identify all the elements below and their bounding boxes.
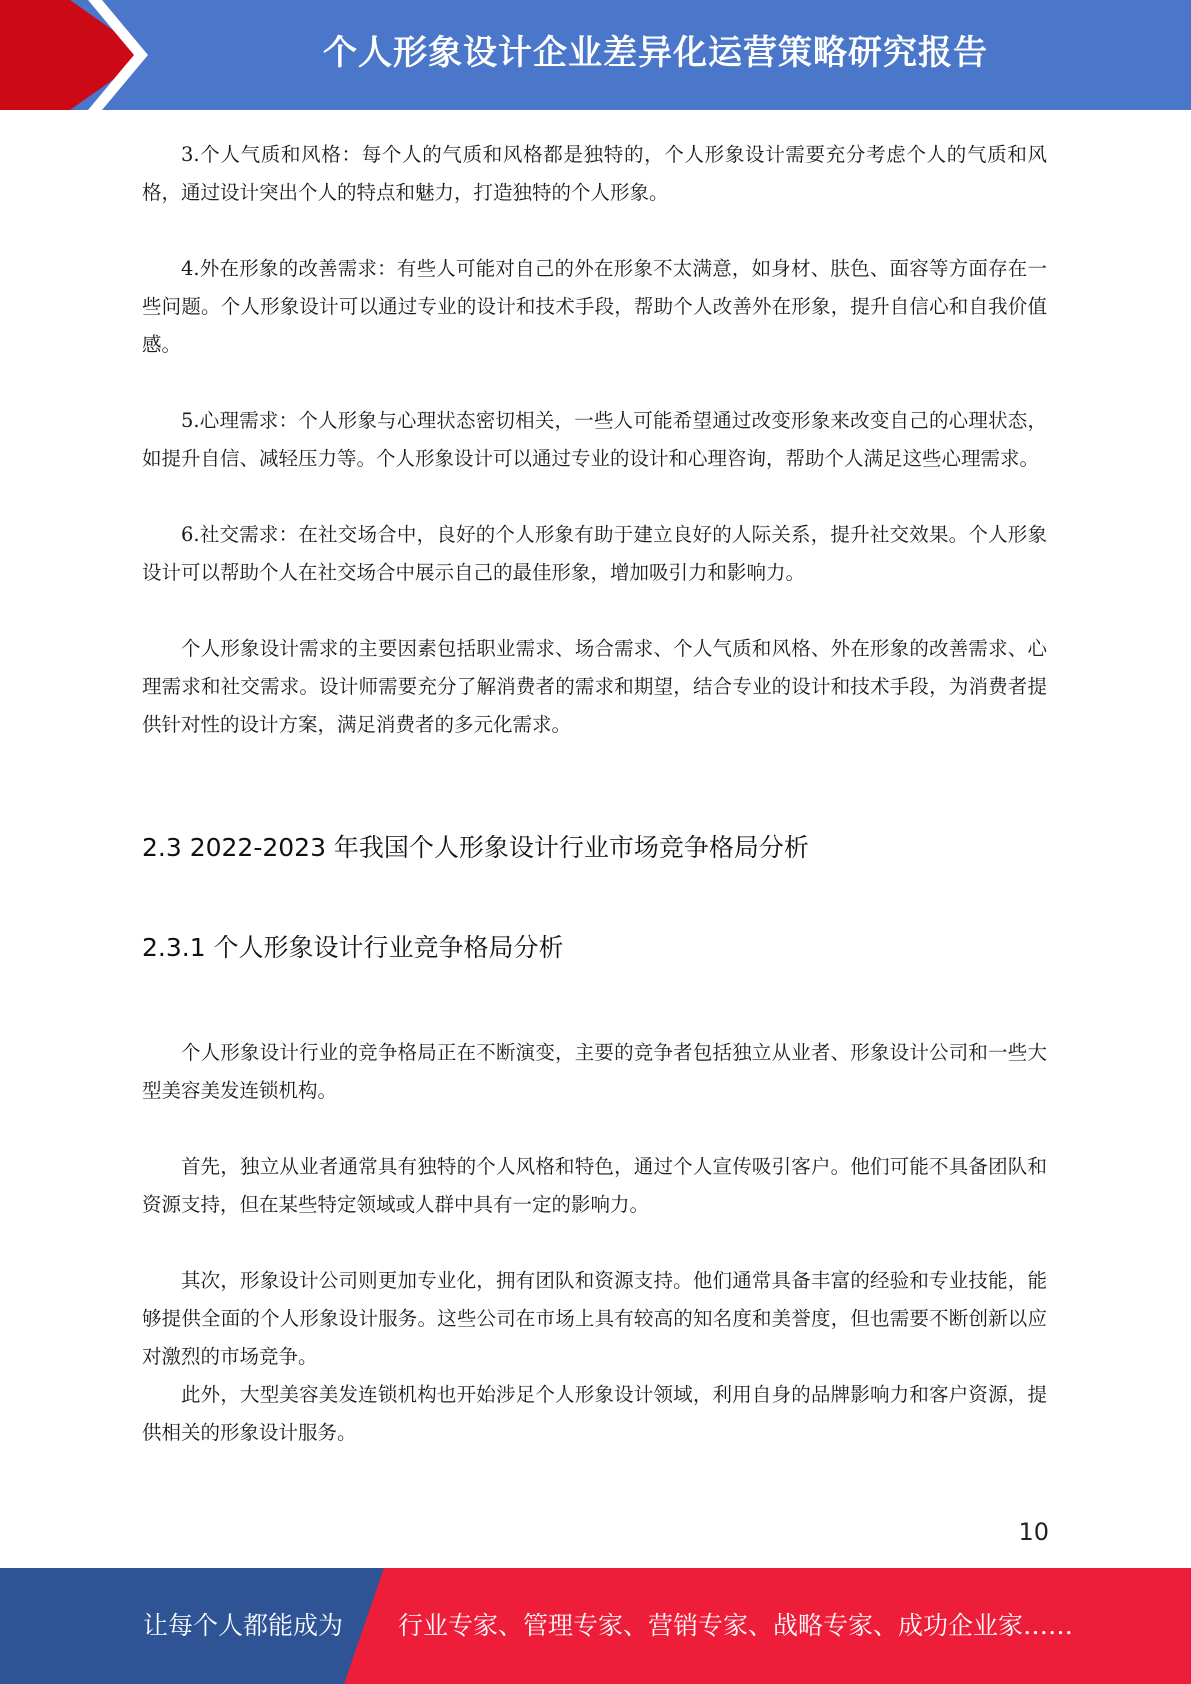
paragraph-independent-practitioners: 首先，独立从业者通常具有独特的个人风格和特色，通过个人宣传吸引客户。他们可能不具备团队和资源支持，但在某些特定领域或人群中具有一定的影响力。 (142, 1155, 1047, 1216)
document-body (142, 136, 1047, 1452)
footer-slogan-right: 行业专家、管理专家、营销专家、战略专家、成功企业家…… (398, 1611, 1074, 1640)
page-footer (0, 1568, 1191, 1684)
paragraph-personal-temperament: 3.个人气质和风格：每个人的气质和风格都是独特的，个人形象设计需要充分考虑个人的气质和风格，通过设计突出个人的特点和魅力，打造独特的个人形象。 (142, 143, 1047, 204)
page-header (0, 0, 1191, 110)
page-number: 10 (1018, 1518, 1049, 1546)
section-heading: 2.3 2022-2023 年我国个人形象设计行业市场竞争格局分析 (142, 833, 809, 862)
header-title: 个人形象设计企业差异化运营策略研究报告 (323, 33, 988, 73)
paragraph-competition-overview: 个人形象设计行业的竞争格局正在不断演变，主要的竞争者包括独立从业者、形象设计公司和一些大型美容美发连锁机构。 (142, 1041, 1047, 1102)
subsection-heading: 2.3.1 个人形象设计行业竞争格局分析 (142, 933, 564, 962)
paragraph-design-companies: 其次，形象设计公司则更加专业化，拥有团队和资源支持。他们通常具备丰富的经验和专业技能，能够提供全面的个人形象设计服务。这些公司在市场上具有较高的知名度和美誉度，但也需要不断创新以应对激烈的市场竞争。 (142, 1269, 1047, 1368)
paragraph-social-needs: 6.社交需求：在社交场合中，良好的个人形象有助于建立良好的人际关系，提升社交效果。个人形象设计可以帮助个人在社交场合中展示自己的最佳形象，增加吸引力和影响力。 (142, 523, 1047, 584)
paragraph-psychological-needs: 5.心理需求：个人形象与心理状态密切相关，一些人可能希望通过改变形象来改变自己的心理状态，如提升自信、减轻压力等。个人形象设计可以通过专业的设计和心理咨询，帮助个人满足这些心理需求。 (142, 409, 1047, 470)
header-red-chevron (0, 0, 148, 110)
footer-slogan-left: 让每个人都能成为 (143, 1611, 344, 1640)
paragraph-beauty-chains: 此外，大型美容美发连锁机构也开始涉足个人形象设计领域，利用自身的品牌影响力和客户资源，提供相关的形象设计服务。 (142, 1383, 1047, 1444)
paragraph-needs-summary: 个人形象设计需求的主要因素包括职业需求、场合需求、个人气质和风格、外在形象的改善需求、心理需求和社交需求。设计师需要充分了解消费者的需求和期望，结合专业的设计和技术手段，为消费者提供针对性的设计方案，满足消费者的多元化需求。 (142, 637, 1047, 736)
paragraph-appearance-improvement: 4.外在形象的改善需求：有些人可能对自己的外在形象不太满意，如身材、肤色、面容等方面存在一些问题。个人形象设计可以通过专业的设计和技术手段，帮助个人改善外在形象，提升自信心和自我价值感。 (142, 257, 1047, 356)
